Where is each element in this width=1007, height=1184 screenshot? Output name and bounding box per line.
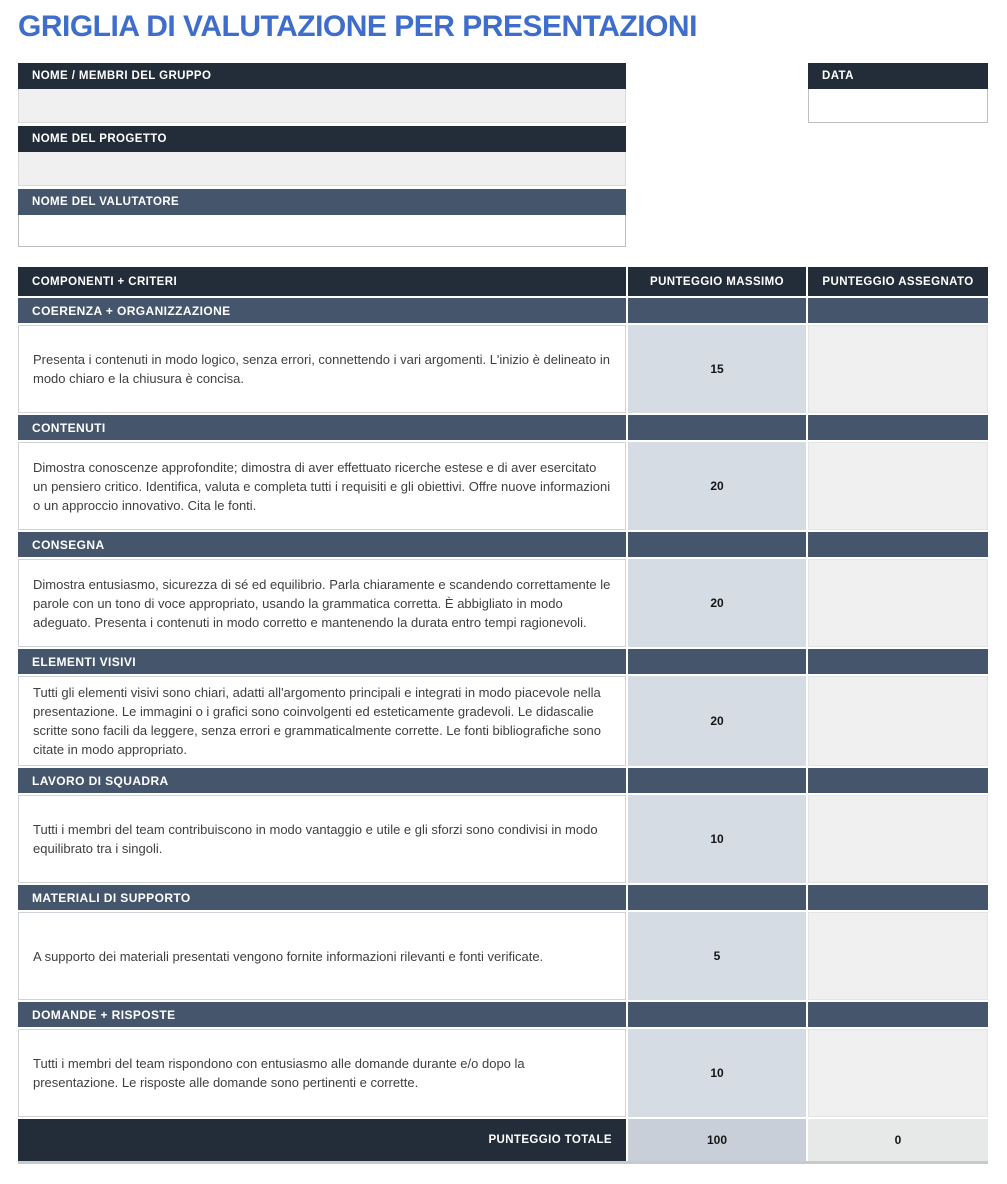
- criteria-description: Dimostra conoscenze approfondite; dimostra di aver effettuato ricerche estese e di aver esercitato un pensiero critico. Identifica, valuta e completa tutti i requisiti e gli obiettivi. Offre nuove informazioni o un approccio innovativo. Cita le fonti.: [18, 442, 626, 530]
- section-header-spacer: [628, 768, 806, 793]
- evaluator-name-label: NOME DEL VALUTATORE: [18, 189, 626, 215]
- assigned-score-cell[interactable]: [808, 325, 988, 413]
- rubric-table: [18, 267, 988, 1164]
- section-header-spacer: [628, 298, 806, 323]
- assigned-score-cell[interactable]: [808, 1029, 988, 1117]
- evaluator-name-input[interactable]: [18, 215, 626, 247]
- section-header-spacer: [628, 415, 806, 440]
- criteria-description: A supporto dei materiali presentati vengono fornite informazioni rilevanti e fonti verificate.: [18, 912, 626, 1000]
- criteria-description: Tutti i membri del team contribuiscono in modo vantaggio e utile e gli sforzi sono condivisi in modo equilibrato tra i singoli.: [18, 795, 626, 883]
- section-header-spacer: [808, 1002, 988, 1027]
- project-name-input[interactable]: [18, 152, 626, 186]
- max-score-cell: 10: [628, 795, 806, 883]
- section-header-spacer: [628, 649, 806, 674]
- section-header-spacer: [628, 1002, 806, 1027]
- assigned-score-cell[interactable]: [808, 912, 988, 1000]
- page-title: GRIGLIA DI VALUTAZIONE PER PRESENTAZIONI: [18, 10, 697, 43]
- project-name-field-group: [18, 126, 626, 186]
- max-score-cell: 15: [628, 325, 806, 413]
- section-header-spacer: [808, 885, 988, 910]
- total-score-label: PUNTEGGIO TOTALE: [18, 1119, 626, 1161]
- assigned-score-cell[interactable]: [808, 676, 988, 766]
- date-field-group: [808, 63, 988, 123]
- criteria-description: Tutti i membri del team rispondono con entusiasmo alle domande durante e/o dopo la presentazione. Le risposte alle domande sono pertinenti e corrette.: [18, 1029, 626, 1117]
- max-score-cell: 10: [628, 1029, 806, 1117]
- section-header-spacer: [808, 415, 988, 440]
- section-header-spacer: [808, 768, 988, 793]
- max-score-cell: 20: [628, 676, 806, 766]
- section-header-consegna: CONSEGNA: [18, 532, 626, 557]
- section-header-coerenza: COERENZA + ORGANIZZAZIONE: [18, 298, 626, 323]
- section-header-spacer: [808, 298, 988, 323]
- header-form-left: [18, 63, 626, 250]
- assigned-score-cell[interactable]: [808, 795, 988, 883]
- group-name-field-group: [18, 63, 626, 123]
- group-name-input[interactable]: [18, 89, 626, 123]
- section-header-domande-risposte: DOMANDE + RISPOSTE: [18, 1002, 626, 1027]
- max-score-cell: 20: [628, 442, 806, 530]
- section-header-elementi-visivi: ELEMENTI VISIVI: [18, 649, 626, 674]
- evaluator-name-field-group: [18, 189, 626, 247]
- max-score-cell: 5: [628, 912, 806, 1000]
- column-header-criteria: COMPONENTI + CRITERI: [18, 267, 626, 296]
- total-max-score: 100: [628, 1119, 806, 1161]
- column-header-max-score: PUNTEGGIO MASSIMO: [628, 267, 806, 296]
- assigned-score-cell[interactable]: [808, 559, 988, 647]
- section-header-spacer: [628, 532, 806, 557]
- total-assigned-score: 0: [808, 1119, 988, 1161]
- group-name-label: NOME / MEMBRI DEL GRUPPO: [18, 63, 626, 89]
- date-input[interactable]: [808, 89, 988, 123]
- section-header-spacer: [628, 885, 806, 910]
- max-score-cell: 20: [628, 559, 806, 647]
- section-header-lavoro-di-squadra: LAVORO DI SQUADRA: [18, 768, 626, 793]
- project-name-label: NOME DEL PROGETTO: [18, 126, 626, 152]
- header-form-right: [808, 63, 988, 126]
- column-header-assigned-score: PUNTEGGIO ASSEGNATO: [808, 267, 988, 296]
- section-header-spacer: [808, 532, 988, 557]
- criteria-description: Dimostra entusiasmo, sicurezza di sé ed equilibrio. Parla chiaramente e scandendo correttamente le parole con un tono di voce appropriato, usando la grammatica corretta. È abbigliato in modo adeguato. Presenta i contenuti in modo corretto e mantenendo la durata entro tempi ragionevoli.: [18, 559, 626, 647]
- criteria-description: Tutti gli elementi visivi sono chiari, adatti all'argomento principali e integrati in modo piacevole nella presentazione. Le immagini o i grafici sono coinvolgenti ed esteticamente gradevoli. Le didascalie scritte sono facili da leggere, senza errori e grammaticalmente corrette. Le fonti bibliografiche sono citate in modo appropriato.: [18, 676, 626, 766]
- section-header-materiali-di-supporto: MATERIALI DI SUPPORTO: [18, 885, 626, 910]
- header-form: [18, 63, 988, 250]
- section-header-contenuti: CONTENUTI: [18, 415, 626, 440]
- criteria-description: Presenta i contenuti in modo logico, senza errori, connettendo i vari argomenti. L'inizio è delineato in modo chiaro e la chiusura è concisa.: [18, 325, 626, 413]
- assigned-score-cell[interactable]: [808, 442, 988, 530]
- date-label: DATA: [808, 63, 988, 89]
- section-header-spacer: [808, 649, 988, 674]
